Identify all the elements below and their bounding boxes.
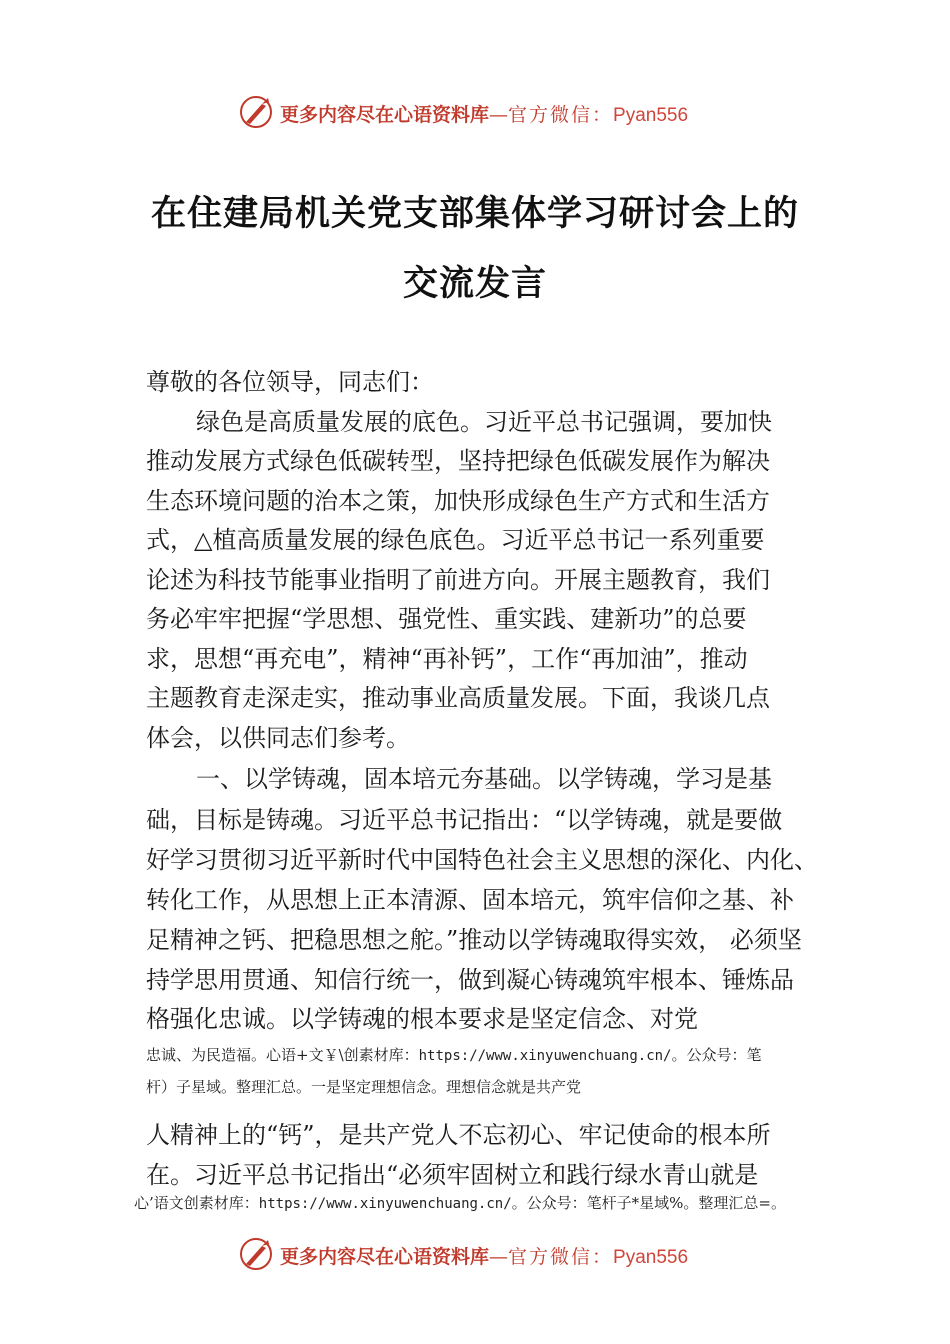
document-title-line-1: 在住建局机关党支部集体学习研讨会上的 (150, 193, 799, 234)
body-line: 转化工作，从思想上正本清源、固本培元，筑牢信仰之基、补 (146, 886, 794, 914)
body-line: 主题教育走深走实，推动事业高质量发展。下面，我谈几点 (146, 684, 770, 712)
body-line: 求，思想“再充电”，精神“再补钙”，工作“再加油”，推动 (146, 645, 748, 673)
document-title-line-2: 交流发言 (402, 263, 547, 304)
body-line: 论述为科技节能事业指明了前进方向。开展主题教育，我们 (146, 566, 770, 594)
header-banner-text (280, 100, 688, 127)
watermark-text: 。公众号：笔 (671, 1046, 762, 1064)
watermark-line-3 (134, 1192, 786, 1213)
banner-main-text: 更多内容尽在心语资料库 (280, 1246, 490, 1268)
quill-pen-logo-icon (238, 94, 274, 130)
body-line: 在。习近平总书记指出“必须牢固树立和践行绿水青山就是 (146, 1161, 759, 1189)
watermark-url[interactable]: https://www.xinyuwenchuang.cn/ (418, 1048, 672, 1064)
body-line: 式，△植高质量发展的绿色底色。习近平总书记一系列重要 (146, 526, 765, 554)
watermark-text: 忠诚、为民造福。心语+文￥\创素材库： (146, 1046, 419, 1064)
body-line: 格强化忠诚。以学铸魂的根本要求是坚定信念、对党 (146, 1005, 698, 1033)
watermark-text: 。公众号：笔杆子*星域%。整理汇总=。 (511, 1194, 786, 1212)
body-line: 足精神之钙、把稳思想之舵。”推动以学铸魂取得实效， 必须坚 (146, 926, 802, 954)
watermark-text: 心’语文创素材库： (134, 1194, 259, 1212)
body-line: 体会，以供同志们参考。 (146, 724, 410, 752)
banner-separator: — (489, 1246, 509, 1268)
banner-wechat-label: 官方微信： (508, 104, 614, 126)
body-line: 绿色是高质量发展的底色。习近平总书记强调，要加快 (196, 408, 772, 436)
body-line: 持学思用贯通、知信行统一，做到凝心铸魂筑牢根本、锤炼品 (146, 966, 794, 994)
body-line: 好学习贯彻习近平新时代中国特色社会主义思想的深化、内化、 (146, 846, 818, 874)
banner-separator: — (489, 104, 509, 126)
watermark-line-2: 杆）子星域。整理汇总。一是坚定理想信念。理想信念就是共产党 (146, 1078, 582, 1096)
banner-account: Pyan556 (613, 105, 689, 126)
footer-banner-text (280, 1242, 688, 1269)
banner-main-text: 更多内容尽在心语资料库 (280, 104, 490, 126)
body-line: 人精神上的“钙”，是共产党人不忘初心、牢记使命的根本所 (146, 1121, 771, 1149)
salutation: 尊敬的各位领导，同志们： (146, 368, 434, 396)
watermark-url[interactable]: https://www.xinyuwenchuang.cn/ (258, 1196, 512, 1212)
banner-wechat-label: 官方微信： (508, 1246, 614, 1268)
header-banner (0, 94, 950, 134)
banner-account: Pyan556 (613, 1247, 689, 1268)
quill-pen-logo-icon (238, 1236, 274, 1272)
body-line: 生态环境问题的治本之策，加快形成绿色生产方式和生活方 (146, 487, 770, 515)
watermark-line-1 (146, 1044, 762, 1065)
body-line: 务必牢牢把握“学思想、强党性、重实践、建新功”的总要 (146, 605, 747, 633)
body-line: 推动发展方式绿色低碳转型，坚持把绿色低碳发展作为解决 (146, 447, 770, 475)
footer-banner (0, 1236, 950, 1276)
body-line: 础，目标是铸魂。习近平总书记指出：“以学铸魂，就是要做 (146, 806, 783, 834)
section-heading-line: 一、以学铸魂，固本培元夯基础。以学铸魂，学习是基 (196, 765, 772, 793)
